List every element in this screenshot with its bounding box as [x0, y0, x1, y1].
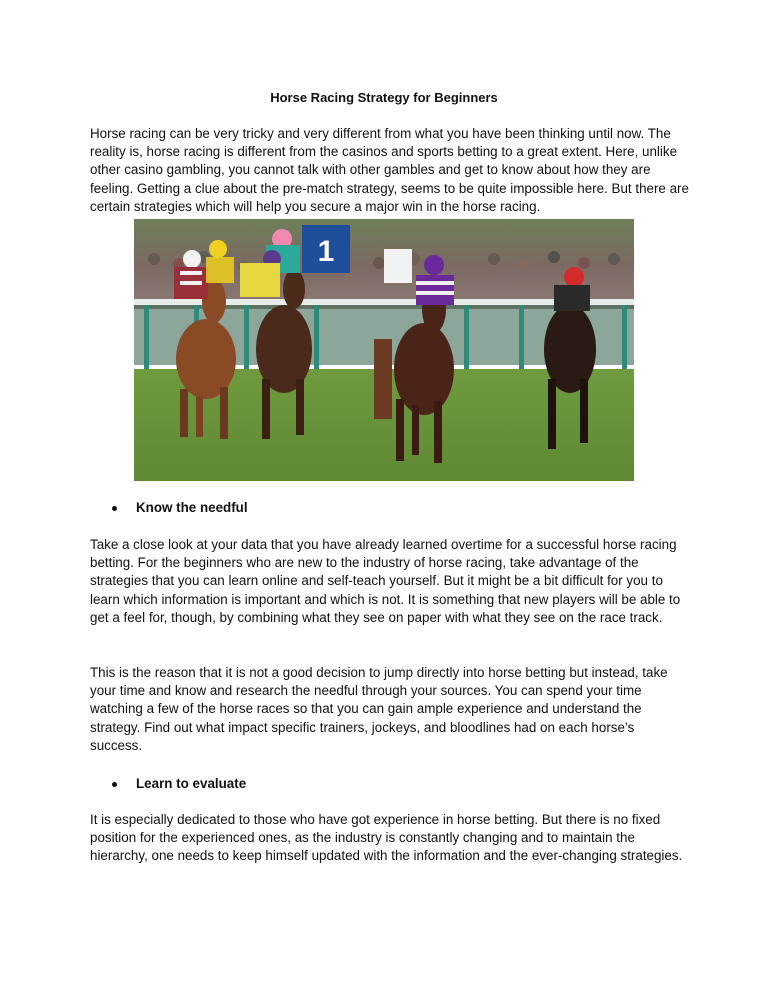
number-sign-label: 1	[317, 235, 335, 268]
section-heading-learn-to-evaluate	[112, 775, 246, 793]
learn-evaluate-paragraph: It is especially dedicated to those who have got experience in horse betting. But there is no fixed position for the experienced ones, as the industry is constantly changing and to maintain the hierarchy, one needs to keep himself updated with the information and the ever-changing strategies.	[90, 812, 683, 864]
section-heading-label: Learn to evaluate	[136, 776, 247, 791]
bullet-dot-icon	[112, 506, 117, 511]
section-heading-know-the-needful	[112, 499, 248, 517]
document-title: Horse Racing Strategy for Beginners	[270, 90, 498, 105]
intro-paragraph: Horse racing can be very tricky and very different from what you have been thinking until now. The reality is, horse racing is different from the casinos and sports betting to a great extent. Here, unlike other casino gambling, you cannot talk with other gambles and get to know about how they are feeling. Getting a clue about the pre-match strategy, seems to be quite impossible here. But there are certain strategies which will help you secure a major win in the horse racing.	[90, 126, 689, 214]
section-heading-label: Know the needful	[136, 500, 248, 515]
know-needful-paragraph-2: This is the reason that it is not a good decision to jump directly into horse betting but instead, take your time and know and research the needful through your sources. You can spend your time watching a few of the horse races so that you can gain ample experience and understand the strategy. Find out what impact specific trainers, jockeys, and bloodlines had on each horse’s success.	[90, 665, 668, 753]
know-needful-paragraph-1: Take a close look at your data that you have already learned overtime for a successful horse racing betting. For the beginners who are new to the industry of horse racing, take advantage of the strategies that you can learn online and self-teach yourself. But it might be a bit difficult for you to learn which information is important and which is not. It is something that new players will be able to get a feel for, though, by combining what they see on paper with what they see on the race track.	[90, 537, 681, 625]
horse-race-photo	[134, 219, 634, 481]
bullet-dot-icon	[112, 782, 117, 787]
